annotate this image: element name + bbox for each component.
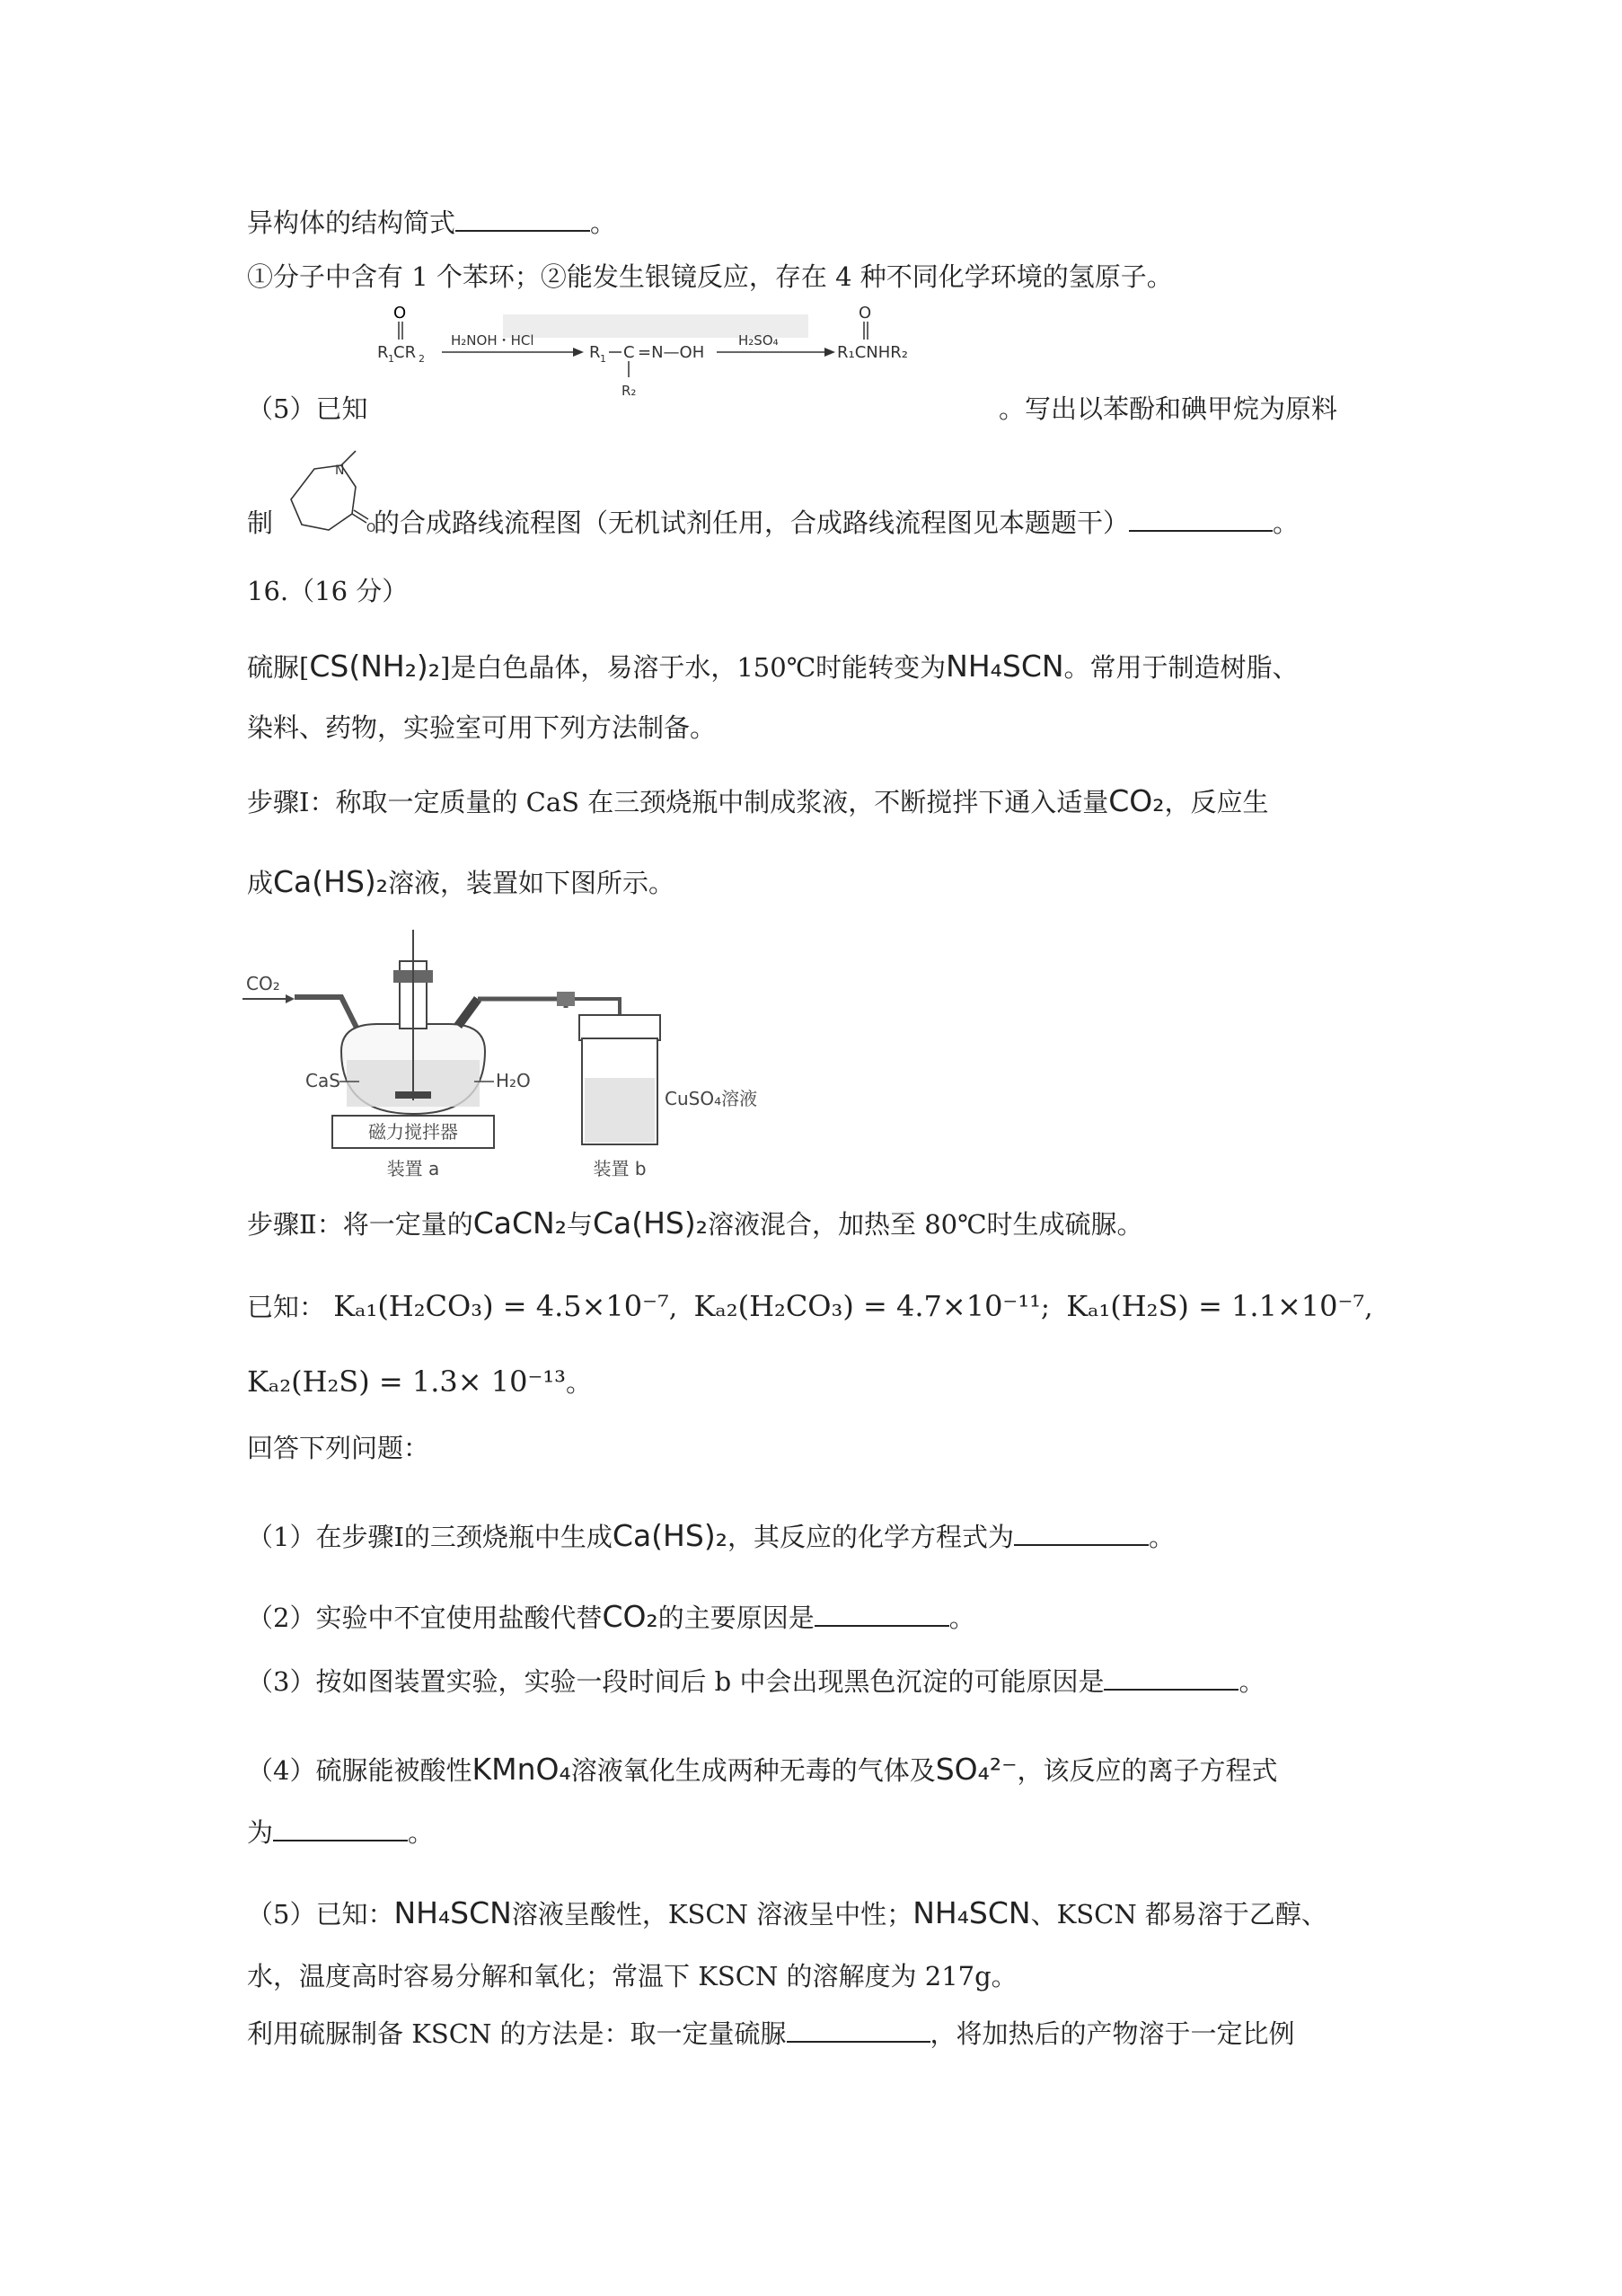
- water-label: H₂O: [496, 1070, 531, 1091]
- oxime-group: =N—OH: [638, 343, 705, 362]
- device-b-label: 装置 b: [593, 1158, 647, 1179]
- cuso4-label: CuSO₄溶液: [665, 1088, 758, 1109]
- known-constants-line1: 已知： Kₐ₁(H₂CO₃) = 4.5×10⁻⁷, Kₐ₂(H₂CO₃) = 4.7×10⁻¹¹; Kₐ₁(H₂S) = 1.1×10⁻⁷,: [247, 1289, 1373, 1323]
- q16-intro-line1: 硫脲[CS(NH₂)₂]是白色晶体，易溶于水，150℃时能转变为NH₄SCN。常用于制造树脂、: [247, 649, 1299, 684]
- ka2-h2co3: Kₐ₂(H₂CO₃) = 4.7×10⁻¹¹: [693, 1289, 1041, 1323]
- q16-heading: 16.（16 分）: [247, 576, 409, 606]
- answer-blank[interactable]: [815, 1603, 949, 1627]
- apparatus-diagram: [242, 925, 758, 1195]
- known-constants-line2: Kₐ₂(H₂S) = 1.3× 10⁻¹³。: [247, 1364, 593, 1399]
- q15-line1: 异构体的结构简式 。: [247, 208, 617, 238]
- step1-line1: 步骤Ⅰ：称取一定质量的 CaS 在三颈烧瓶中制成浆液，不断搅拌下通入适量CO₂，反应生: [247, 783, 1269, 818]
- answer-blank[interactable]: [787, 2019, 930, 2043]
- reaction-scheme: [377, 305, 1024, 431]
- svg-text:CR: CR: [393, 343, 417, 362]
- stirrer-label: 磁力搅拌器: [368, 1121, 458, 1143]
- svg-text:R₂: R₂: [621, 383, 637, 399]
- q15-conditions: ①分子中含有 1 个苯环；②能发生银镜反应，存在 4 种不同化学环境的氢原子。: [247, 261, 1173, 292]
- question-4: （4）硫脲能被酸性KMnO₄溶液氧化生成两种无毒的气体及SO₄²⁻，该反应的离子方程式: [247, 1752, 1278, 1787]
- answer-blank[interactable]: [1014, 1523, 1149, 1546]
- question-4-line2: 为 。: [247, 1817, 435, 1848]
- svg-text:2: 2: [419, 353, 425, 365]
- ka2-h2s: Kₐ₂(H₂S) = 1.3× 10⁻¹³: [247, 1364, 566, 1399]
- reagent-hydroxylamine: H₂NOH・HCl: [451, 332, 534, 349]
- step1-line2: 成Ca(HS)₂溶液，装置如下图所示。: [247, 864, 675, 899]
- svg-text:1: 1: [600, 353, 606, 365]
- step2-line: 步骤Ⅱ：将一定量的CaCN₂与Ca(HS)₂溶液混合，加热至 80℃时生成硫脲。: [247, 1205, 1143, 1241]
- q16-intro-line2: 染料、药物，实验室可用下列方法制备。: [247, 712, 717, 743]
- caprolactam-structure: [269, 449, 377, 548]
- q15-known-label: （5）已知: [247, 393, 368, 424]
- svg-text:N: N: [335, 464, 345, 478]
- reagent-sulfuric-acid: H₂SO₄: [738, 332, 779, 349]
- answer-blank[interactable]: [273, 1818, 408, 1841]
- device-a-label: 装置 a: [386, 1158, 440, 1179]
- answer-blank[interactable]: [1129, 508, 1273, 532]
- ketone-oxygen: O: [393, 304, 407, 322]
- answer-blank[interactable]: [455, 208, 590, 232]
- question-5: （5）已知：NH₄SCN溶液呈酸性，KSCN 溶液呈中性；NH₄SCN、KSCN 都易溶于乙醇、: [247, 1895, 1327, 1930]
- ketone-r1: R: [377, 343, 389, 362]
- svg-text:O: O: [366, 522, 376, 535]
- svg-text:1: 1: [388, 353, 394, 365]
- svg-text:C: C: [623, 343, 635, 362]
- question-5-line2: 水，温度高时容易分解和氧化；常温下 KSCN 的溶解度为 217g。: [247, 1961, 1018, 1991]
- ka1-h2co3: Kₐ₁(H₂CO₃) = 4.5×10⁻⁷: [333, 1289, 669, 1323]
- question-2: （2）实验中不宜使用盐酸代替CO₂的主要原因是 。: [247, 1599, 975, 1634]
- answer-prompt: 回答下列问题：: [247, 1433, 430, 1463]
- question-3: （3）按如图装置实验，实验一段时间后 b 中会出现黑色沉淀的可能原因是 。: [247, 1666, 1265, 1697]
- ka1-h2s: Kₐ₁(H₂S) = 1.1×10⁻⁷: [1066, 1289, 1365, 1323]
- svg-text:O: O: [859, 304, 872, 322]
- answer-blank[interactable]: [1104, 1667, 1239, 1691]
- question-5-line3: 利用硫脲制备 KSCN 的方法是：取一定量硫脲 ，将加热后的产物溶于一定比例: [247, 2018, 1295, 2049]
- q15-task: 。写出以苯酚和碘甲烷为原料: [999, 393, 1338, 424]
- cas-label: CaS: [305, 1070, 340, 1091]
- co2-inlet-label: CO₂: [246, 973, 280, 994]
- amide-product: R₁CNHR₂: [837, 343, 909, 362]
- q15-make-label: 制: [247, 508, 274, 538]
- svg-text:R: R: [589, 343, 601, 362]
- question-1: （1）在步骤Ⅰ的三颈烧瓶中生成Ca(HS)₂，其反应的化学方程式为 。: [247, 1518, 1175, 1553]
- q15-synthesis-prompt: 的合成路线流程图（无机试剂任用，合成路线流程图见本题题干） 。: [374, 508, 1300, 538]
- thiourea-formula: CS(NH₂)₂: [309, 649, 441, 684]
